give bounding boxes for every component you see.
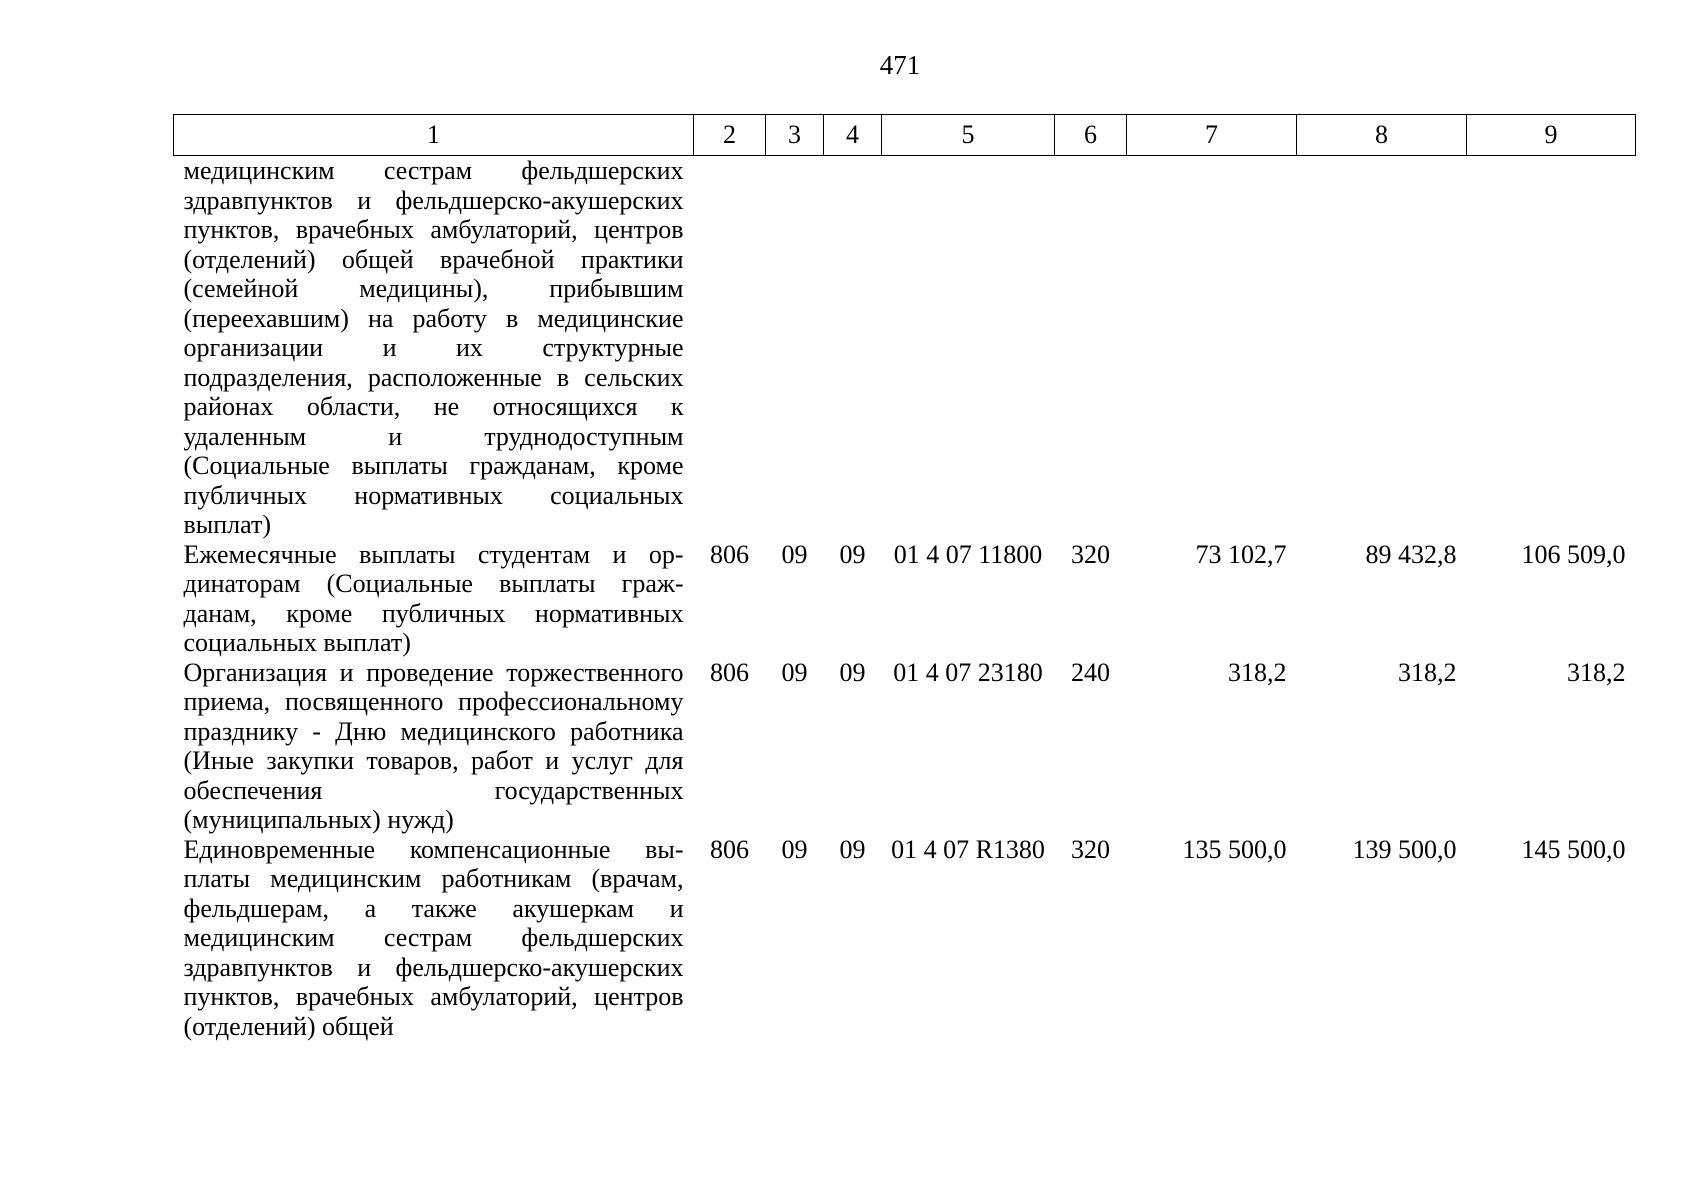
column-header: 4 [824,115,882,156]
column-header: 8 [1297,115,1467,156]
table-row [174,156,1636,540]
cell-col-2 [694,156,766,540]
cell-col-2: 806 [710,834,749,864]
column-header: 6 [1055,115,1127,156]
cell-col-7 [1127,156,1297,540]
cell-col-4: 09 [839,539,866,569]
row-description: Единовременные компенсационные выплаты медицинским работникам (врачам, фельдшерам, а также акушеркам и медицинским сестрам фельдшерских здравпунктов и фельдшерско-акушерских пунктов, врачебных амбулаторий, центров (отделений) общей [183,834,684,1041]
cell-col-5: 01 4 07 11800 [893,539,1043,569]
cell-col-5 [882,156,1055,540]
table-row [174,540,1636,658]
row-description: медицинским сестрам фельдшерских здравпунктов и фельдшерско-акушерских пунктов, врачебных амбулаторий, центров (отделений) общей врачебной практики (семейной медицины), прибывшим (переехавшим) на работу в медицинские организации и их структурные подразделения, расположенные в сельских районах области, не относящихся к удаленным и труднодоступным (Социальные выплаты гражданам, кроме публичных нормативных социальных выплат) [183,156,684,539]
column-header: 2 [694,115,766,156]
cell-col-3: 09 [781,834,808,864]
cell-col-3 [766,156,824,540]
column-header: 9 [1467,115,1636,156]
cell-col-7: 318,2 [1228,657,1287,687]
cell-col-6: 320 [1071,834,1110,864]
cell-col-6: 320 [1071,539,1110,569]
cell-col-6 [1055,156,1127,540]
cell-col-4: 09 [839,657,866,687]
cell-col-7: 73 102,7 [1195,539,1287,569]
cell-col-9: 106 509,0 [1521,539,1626,569]
cell-col-8: 139 500,0 [1352,834,1457,864]
cell-col-9: 318,2 [1567,657,1626,687]
table-row [174,835,1636,1042]
cell-col-7: 135 500,0 [1182,834,1287,864]
budget-table [173,114,1636,1041]
row-description: Ежемесячные выплаты студентам и ординаторам (Социальные выплаты гражданам, кроме публичных нормативных социальных выплат) [183,539,684,657]
cell-col-8: 318,2 [1398,657,1457,687]
cell-col-9: 145 500,0 [1521,834,1626,864]
table-row [174,658,1636,835]
cell-col-2: 806 [710,539,749,569]
cell-col-4 [824,156,882,540]
cell-col-8: 89 432,8 [1365,539,1457,569]
cell-col-9 [1467,156,1636,540]
cell-col-6: 240 [1071,657,1110,687]
row-description: Организация и проведение торжественного приема, посвященного профессиональному празднику - Дню медицинского работника (Иные закупки товаров, работ и услуг для обеспечения государственных (муниципальных) нужд) [183,657,684,834]
column-header: 1 [174,115,694,156]
cell-col-8 [1297,156,1467,540]
column-header: 7 [1127,115,1297,156]
cell-col-5: 01 4 07 23180 [893,657,1043,687]
cell-col-2: 806 [710,657,749,687]
table-header-row [174,115,1636,156]
page-number: 471 [879,50,921,80]
cell-col-3: 09 [781,657,808,687]
cell-col-5: 01 4 07 R1380 [891,834,1045,864]
cell-col-4: 09 [839,834,866,864]
column-header: 5 [882,115,1055,156]
cell-col-3: 09 [781,539,808,569]
column-header: 3 [766,115,824,156]
